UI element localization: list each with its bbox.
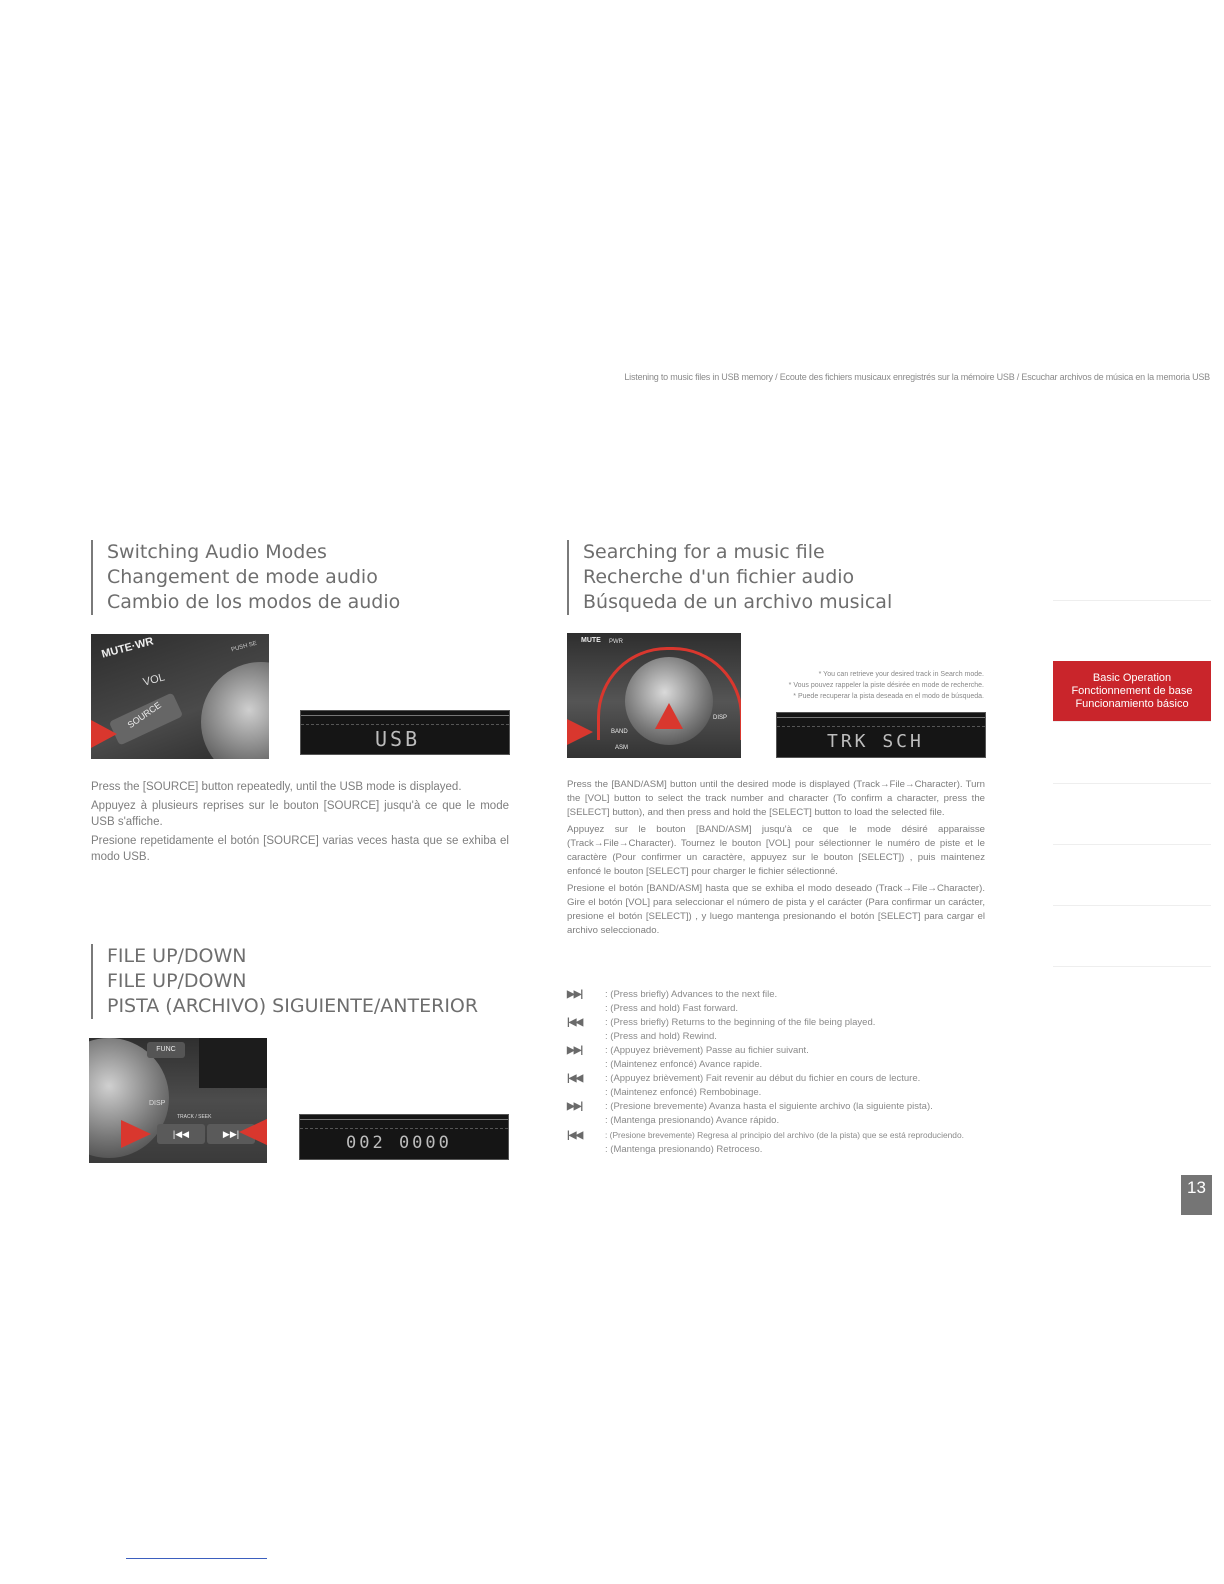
side-tab-faint[interactable] [1053,540,1211,601]
lcd-display-usb [300,710,510,755]
red-arrow-icon [91,720,117,748]
running-header: Listening to music files in USB memory / Ecoute des fichiers musicaux enregistrés sur la mémoire USB / Escuchar archivos de música en la memoria USB [624,372,1210,382]
display-window [199,1038,267,1088]
mute-label: MUTE·WR [100,635,155,661]
title-es: PISTA (ARCHIVO) SIGUIENTE/ANTERIOR [107,995,479,1017]
volume-knob [201,662,269,759]
section3-body [567,778,985,941]
lcd-segment-row [777,717,985,727]
lcd-segment-row [301,715,509,725]
side-tab-faint[interactable] [1053,723,1211,784]
section1-body [91,779,509,868]
lcd-text: USB [375,727,421,751]
title-fr: Changement de mode audio [107,566,378,588]
control-text: : (Maintenez enfoncé) Avance rapide. [605,1059,763,1070]
title-fr: FILE UP/DOWN [107,970,247,992]
next-track-button: ▶▶| [207,1124,255,1144]
red-arrow-right-icon [121,1120,151,1148]
control-row [567,1114,997,1128]
mute-label: MUTE [581,637,601,644]
control-row [567,1030,997,1044]
control-symbol: ▶▶| [567,1101,583,1112]
track-controls-list [567,988,997,1157]
control-symbol: ▶▶| [567,1045,583,1056]
source-label: SOURCE [125,699,163,731]
title-en: Searching for a music file [583,541,825,563]
note-en: * You can retrieve your desired track in Search mode. [818,671,984,678]
lcd-segment-row [300,1119,508,1129]
text-es: Presione el botón [BAND/ASM] hasta que se exhiba el modo deseado (Track→File→Character). Gire el botón [VOL] para seleccionar el número de pista y el carácter (Para confirmar un carácter, presione el botón [SELECT]) , y luego mantenga presionando el botón [SELECT] para cargar el archivo seleccionado. [567,883,985,936]
control-row [567,988,997,1002]
text-en: Press the [BAND/ASM] button until the desired mode is displayed (Track→File→Character). Turn the [VOL] button to select the track number and character (To confirm a character, press the [SELECT] button), and then press and hold the [SELECT] button to load the selected file. [567,779,985,818]
lcd-display-search [776,712,986,758]
control-text: : (Mantenga presionando) Avance rápido. [605,1115,780,1126]
control-text: : (Appuyez brièvement) Passe au fichier suivant. [605,1045,809,1056]
track-seek-label: TRACK / SEEK [177,1114,212,1120]
section-title-file-up-down [91,944,478,1019]
title-fr: Recherche d'un fichier audio [583,566,855,588]
control-row [567,1016,997,1030]
control-row [567,1086,997,1100]
page-number: 13 [1181,1175,1212,1215]
search-mode-notes [760,669,984,702]
control-text: : (Press briefly) Advances to the next file. [605,989,778,1000]
text-en: Press the [SOURCE] button repeatedly, until the USB mode is displayed. [91,781,462,793]
lcd-display-track [299,1114,509,1160]
side-tab-faint[interactable] [1053,784,1211,845]
control-text: : (Presione brevemente) Regresa al principio del archivo (de la pista) que se está reproduciendo. [605,1130,964,1140]
title-es: Cambio de los modos de audio [107,591,401,613]
asm-label: ASM [615,745,629,751]
note-es: * Puede recuperar la pista deseada en el modo de búsqueda. [793,693,984,700]
lcd-text: TRK SCH [827,731,924,752]
tab-label-es: Funcionamiento básico [1075,697,1189,710]
control-row [567,1072,997,1086]
vol-label: VOL [141,671,167,689]
control-row [567,1002,997,1016]
control-text: : (Press briefly) Returns to the beginning of the file being played. [605,1017,876,1028]
control-text: : (Mantenga presionando) Retroceso. [605,1144,763,1155]
red-arrow-left-icon [239,1118,267,1146]
control-text: : (Presione brevemente) Avanza hasta el siguiente archivo (la siguiente pista). [605,1101,933,1112]
control-row [567,1058,997,1072]
control-text: : (Appuyez brièvement) Fait revenir au début du fichier en cours de lecture. [605,1073,921,1084]
disp-label: DISP [149,1100,166,1107]
prev-track-button: |◀◀ [157,1124,205,1144]
control-text: : (Maintenez enfoncé) Rembobinage. [605,1087,762,1098]
side-tab-basic-operation[interactable] [1053,661,1211,722]
disp-label: DISP [713,715,728,721]
side-tab-faint[interactable] [1053,601,1211,662]
red-arrow-up-icon [655,703,683,729]
text-fr: Appuyez sur le bouton [BAND/ASM] jusqu'à ce que le mode désiré apparaisse (Track→File→Character). Tournez le bouton [VOL] pour sélectionner le numéro de piste et le caractère (Pour confirmer un caractère, appuyez sur le bouton [SELECT]) , puis maintenez enfoncé le bouton [SELECT] pour charger le fichier sélectionné. [567,824,985,877]
push-label: PUSH SE [230,640,258,654]
lcd-text: 002 0000 [346,1133,452,1153]
control-text: : (Press and hold) Fast forward. [605,1003,739,1014]
text-fr: Appuyez à plusieurs reprises sur le bouton [SOURCE] jusqu'à ce que le mode USB s'affiche. [91,800,509,828]
title-es: Búsqueda de un archivo musical [583,591,893,613]
side-tab-faint[interactable] [1053,845,1211,906]
tab-label-fr: Fonctionnement de base [1071,684,1193,697]
footer-rule [126,1558,267,1559]
control-symbol: |◀◀ [567,1130,583,1141]
section-title-searching-music-file [567,540,892,615]
title-en: Switching Audio Modes [107,541,327,563]
control-symbol: ▶▶| [567,989,583,1000]
control-symbol: |◀◀ [567,1017,583,1028]
red-arrow-right-icon [567,719,593,745]
text-es: Presione repetidamente el botón [SOURCE] varias veces hasta que se exhiba el modo USB. [91,835,509,863]
car-stereo-source-photo [91,634,269,759]
note-fr: * Vous pouvez rappeler la piste désirée en mode de recherche. [788,682,984,689]
control-row [567,1044,997,1058]
pwr-label: PWR [609,639,623,645]
control-symbol: |◀◀ [567,1073,583,1084]
control-row [567,1143,997,1157]
band-label: BAND [611,729,628,735]
control-row [567,1128,997,1143]
car-stereo-track-seek-photo [89,1038,267,1163]
car-stereo-band-asm-photo [567,633,741,758]
control-text: : (Press and hold) Rewind. [605,1031,717,1042]
side-tab-faint[interactable] [1053,906,1211,967]
section-title-switching-audio-modes [91,540,400,615]
func-button-label: FUNC [147,1042,185,1058]
title-en: FILE UP/DOWN [107,945,247,967]
tab-label-en: Basic Operation [1092,671,1172,684]
control-row [567,1100,997,1114]
